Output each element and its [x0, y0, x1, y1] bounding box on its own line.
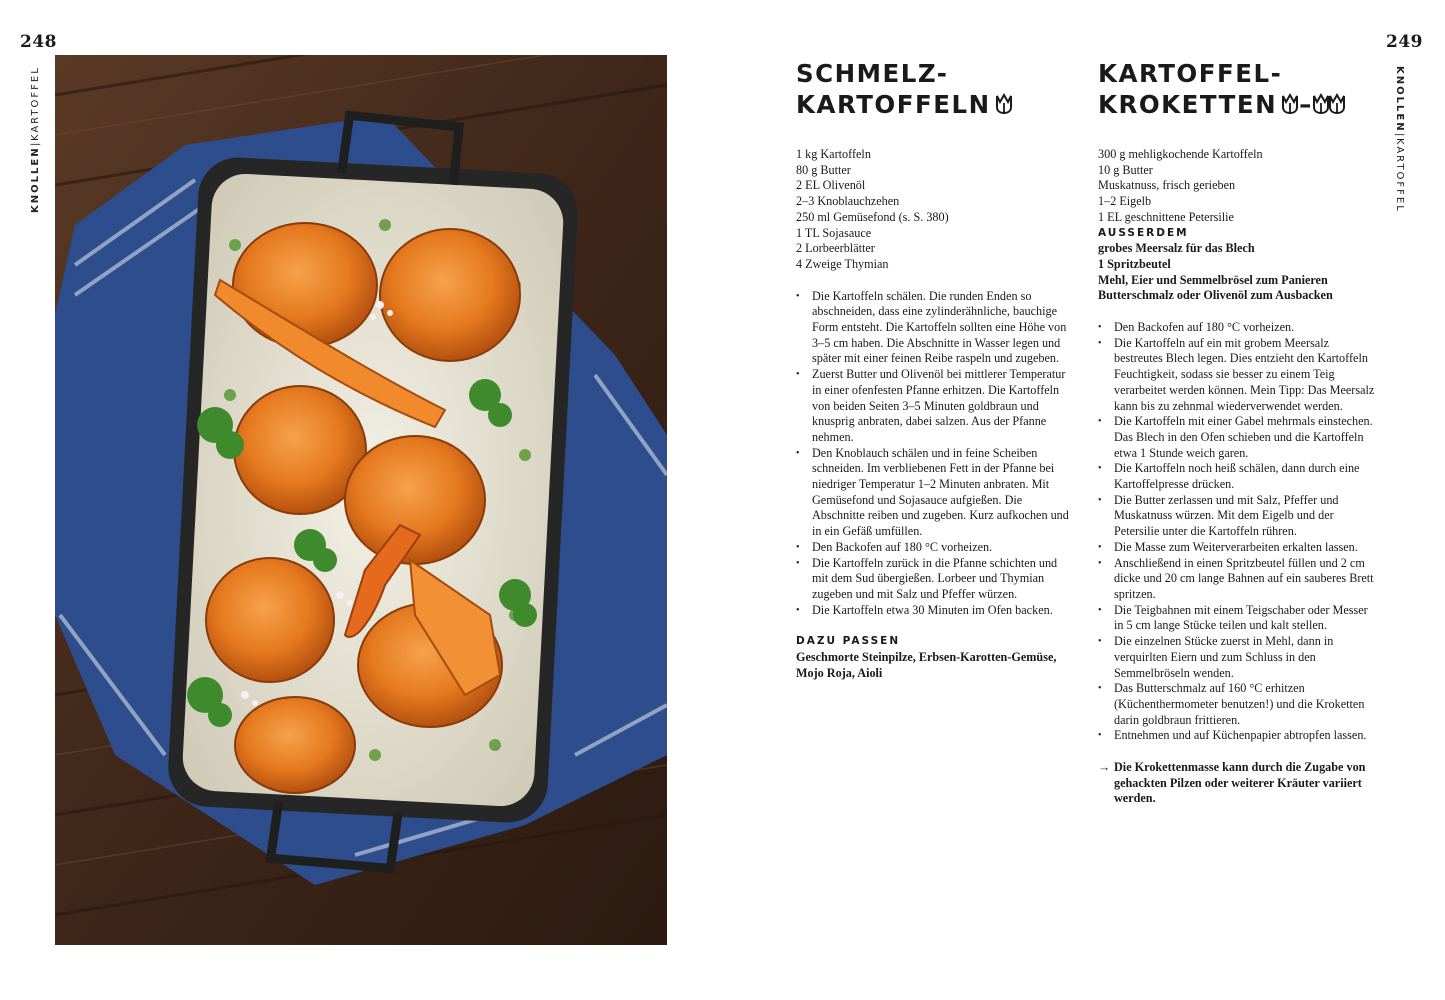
- ingredient: 2 Lorbeerblätter: [796, 241, 875, 256]
- ingredient: 1 TL Sojasauce: [796, 225, 872, 240]
- pairing-text: Geschmorte Steinpilze, Erbsen-Karotten-Gemüse, Mojo Roja, Aioli: [796, 650, 1057, 680]
- step: • Den Backofen auf 180 °C vorheizen.: [796, 540, 1076, 556]
- ingredient: 1 kg Kartoffeln: [796, 147, 871, 161]
- step: • Die Kartoffeln auf ein mit grobem Meersalz bestreutes Blech legen. Dies entzieht den Kartoffeln Feuchtigkeit, sodass sie besser zu einem Teig verarbeitet werden können. Mein Tipp: Das Meersalz kann bis zu zehnmal wiederverwendet werden.: [1098, 336, 1378, 415]
- single-tulip-icon: [995, 93, 1013, 115]
- step: • Die Kartoffeln noch heiß schälen, dann durch eine Kartoffelpresse drücken.: [1098, 461, 1378, 492]
- single-tulip-icon: [1281, 93, 1299, 115]
- ingredient: 250 ml Gemüsefond (s. S. 380): [796, 209, 949, 224]
- ingredient: 80 g Butter: [796, 162, 851, 177]
- ingredient: Butterschmalz oder Olivenöl zum Ausbacken: [1098, 288, 1333, 303]
- ingredient: 2–3 Knoblauchzehen: [796, 194, 900, 209]
- step: • Den Backofen auf 180 °C vorheizen.: [1098, 320, 1378, 336]
- step: • Die Butter zerlassen und mit Salz, Pfeffer und Muskatnuss würzen. Mit dem Eigelb und der Petersilie unter die Kartoffeln rühren.: [1098, 493, 1378, 540]
- title-line-2: KROKETTEN: [1098, 90, 1278, 119]
- ingredient: 1–2 Eigelb: [1098, 194, 1152, 209]
- step-list: [1098, 320, 1378, 744]
- ingredient: 300 g mehligkochende Kartoffeln: [1098, 147, 1263, 161]
- step: • Die Kartoffeln zurück in die Pfanne schichten und mit dem Sud übergießen. Lorbeer und Thymian zugeben und mit Salz und Pfeffer würzen.: [796, 556, 1076, 603]
- section-label-right: KNOLLEN|KARTOFFEL: [1394, 66, 1405, 213]
- extra-heading: AUSSERDEM: [1098, 226, 1189, 239]
- step: • Die einzelnen Stücke zuerst in Mehl, dann in verquirlten Eiern und zum Schluss in den Semmelbröseln wenden.: [1098, 634, 1378, 681]
- single-to-double-tulip-icon: [1313, 93, 1345, 115]
- ingredient-list: [796, 147, 1076, 273]
- title-line-2: KARTOFFELN: [796, 90, 991, 119]
- page-number-right: 249: [1386, 32, 1423, 52]
- step-list: [796, 289, 1076, 619]
- section-name: KNOLLEN: [1394, 66, 1405, 133]
- ingredient: 2 EL Olivenöl: [796, 178, 866, 193]
- step: • Anschließend in einen Spritzbeutel füllen und 2 cm dicke und 20 cm lange Bahnen auf ein sauberes Brett spritzen.: [1098, 556, 1378, 603]
- subsection-name: KARTOFFEL: [30, 66, 41, 142]
- recipe-title: [796, 58, 1076, 120]
- recipe-schmelzkartoffeln: [796, 58, 1076, 682]
- ingredient: 1 Spritzbeutel: [1098, 256, 1171, 271]
- step: • Zuerst Butter und Olivenöl bei mittlerer Temperatur in einer ofenfesten Pfanne erhitzen. Die Kartoffeln von beiden Seiten 3–5 Minuten goldbraun und knusprig anbraten, dabei salzen. Aus der Pfanne nehmen.: [796, 367, 1076, 446]
- page-number-left: 248: [20, 32, 57, 52]
- ingredient: 1 EL geschnittene Petersilie: [1098, 209, 1234, 224]
- step: • Den Knoblauch schälen und in feine Scheiben schneiden. Im verbliebenen Fett in der Pfanne bei niedriger Temperatur 1–2 Minuten anbraten. Mit Gemüsefond und Sojasauce aufgießen. Die Abschnitte reiben und zugeben. Kurz aufkochen und in ein Gefäß umfüllen.: [796, 446, 1076, 540]
- tip-note: [1098, 760, 1378, 807]
- step: • Das Butterschmalz auf 160 °C erhitzen (Küchenthermometer benutzen!) und die Kroketten darin goldbraun frittieren.: [1098, 681, 1378, 728]
- recipe-kartoffelkroketten: [1098, 58, 1378, 807]
- pairing-heading: DAZU PASSEN: [796, 635, 901, 648]
- food-photo: [55, 55, 667, 945]
- arrow-right-icon: →: [1098, 760, 1111, 775]
- ingredient: Muskatnuss, frisch gerieben: [1098, 178, 1236, 193]
- step: • Die Masse zum Weiterverarbeiten erkalten lassen.: [1098, 540, 1378, 556]
- difficulty-dash: –: [1299, 90, 1313, 119]
- section-label-left: KNOLLEN|KARTOFFEL: [30, 66, 41, 213]
- title-line-1: KARTOFFEL-: [1098, 59, 1283, 88]
- extra-ingredient-list: [1098, 241, 1378, 304]
- step: • Die Kartoffeln schälen. Die runden Enden so abschneiden, dass eine zylinderähnliche, bauchige Form entsteht. Die Kartoffeln sollten eine Höhe von 3–5 cm haben. Die Abschnitte in Wasser legen und später mit einer feinen Reibe raspeln und zugeben.: [796, 289, 1076, 368]
- title-line-1: SCHMELZ-: [796, 59, 949, 88]
- step: • Die Teigbahnen mit einem Teigschaber oder Messer in 5 cm lange Stücke teilen und kalt stellen.: [1098, 603, 1378, 634]
- ingredient: 4 Zweige Thymian: [796, 256, 889, 271]
- subsection-name: KARTOFFEL: [1394, 137, 1405, 213]
- ingredient-list: [1098, 147, 1378, 226]
- step: • Die Kartoffeln etwa 30 Minuten im Ofen backen.: [796, 603, 1076, 619]
- roasted-potatoes-in-enamel-pan-photo: [55, 55, 667, 945]
- recipe-title: [1098, 58, 1378, 120]
- step: • Entnehmen und auf Küchenpapier abtropfen lassen.: [1098, 728, 1378, 744]
- section-name: KNOLLEN: [30, 146, 41, 213]
- ingredient: grobes Meersalz für das Blech: [1098, 241, 1255, 256]
- ingredient: 10 g Butter: [1098, 162, 1153, 177]
- tip-text: Die Krokettenmasse kann durch die Zugabe von gehackten Pilzen oder weiterer Kräuter variiert werden.: [1114, 760, 1366, 806]
- step: • Die Kartoffeln mit einer Gabel mehrmals einstechen. Das Blech in den Ofen schieben und die Kartoffeln etwa 1 Stunde weich garen.: [1098, 414, 1378, 461]
- ingredient: Mehl, Eier und Semmelbrösel zum Panieren: [1098, 272, 1328, 287]
